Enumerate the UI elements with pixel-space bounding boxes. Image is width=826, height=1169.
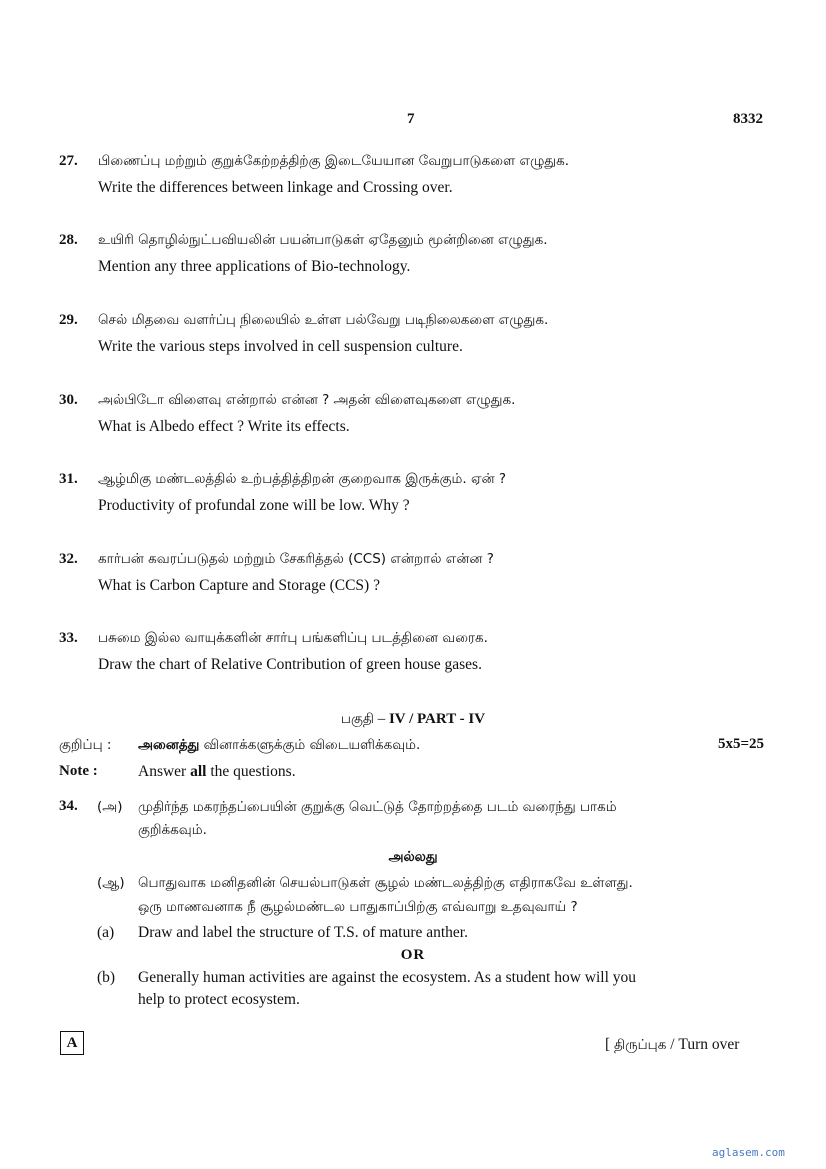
note-tamil-rest: வினாக்களுக்கும் விடையளிக்கவும். <box>199 737 421 753</box>
question-tamil: செல் மிதவை வளர்ப்பு நிலையில் உள்ள பல்வேறு படிநிலைகளை எழுதுக. <box>98 312 549 328</box>
note-english-label: Note : <box>59 763 98 779</box>
note-english-post: the questions. <box>206 763 296 780</box>
question-english: What is Carbon Capture and Storage (CCS) ? <box>98 577 380 594</box>
or-english: OR <box>400 947 426 963</box>
turn-bracket: [ <box>605 1036 615 1053</box>
question-number: 27. <box>59 153 78 169</box>
option-a-english: Draw and label the structure of T.S. of mature anther. <box>138 924 468 941</box>
question-number: 31. <box>59 471 78 487</box>
part-title-separator: – <box>373 711 389 727</box>
page-number: 7 <box>407 111 415 127</box>
question-number: 28. <box>59 232 78 248</box>
part-title <box>0 711 826 729</box>
note-tamil-text <box>138 737 420 755</box>
set-box: A <box>60 1031 84 1055</box>
question-tamil: கார்பன் கவரப்படுதல் மற்றும் சேகரித்தல் (CCS) என்றால் என்ன ? <box>98 551 494 567</box>
question-english: Productivity of profundal zone will be low. Why ? <box>98 497 410 514</box>
part-title-english: IV / PART - IV <box>388 711 486 727</box>
option-a-tamil-line1: முதிர்ந்த மகரந்தப்பையின் குறுக்கு வெட்டுத் தோற்றத்தை படம் வரைந்து பாகம் <box>138 799 617 815</box>
question-english: Write the various steps involved in cell suspension culture. <box>98 338 463 355</box>
question-tamil: அல்பிடோ விளைவு என்றால் என்ன ? அதன் விளைவுகளை எழுதுக. <box>98 392 516 408</box>
question-tamil: பசுமை இல்ல வாயுக்களின் சார்பு பங்களிப்பு படத்தினை வரைக. <box>98 630 488 646</box>
question-english: Write the differences between linkage and Crossing over. <box>98 179 453 196</box>
turn-english: / Turn over <box>666 1036 740 1053</box>
question-tamil: ஆழ்மிகு மண்டலத்தில் உற்பத்தித்திறன் குறைவாக இருக்கும். ஏன் ? <box>98 471 507 487</box>
turn-over <box>605 1036 739 1055</box>
or-tamil: அல்லது <box>388 849 438 865</box>
question-english: What is Albedo effect ? Write its effects. <box>98 418 350 435</box>
option-b-english-line1: Generally human activities are against the ecosystem. As a student how will you <box>138 969 637 986</box>
watermark: aglasem.com <box>712 1146 785 1159</box>
note-english-text <box>138 763 296 781</box>
part-title-tamil: பகுதி <box>340 711 374 727</box>
option-b-marker-tamil: (ஆ) <box>97 875 125 891</box>
note-tamil-bold: அனைத்து <box>138 737 200 753</box>
option-b-marker: (b) <box>97 969 116 986</box>
paper-code: 8332 <box>733 111 763 127</box>
option-b-tamil-line1: பொதுவாக மனிதனின் செயல்பாடுகள் சூழல் மண்டலத்திற்கு எதிராகவே உள்ளது. <box>138 875 633 891</box>
marks: 5x5=25 <box>718 736 765 752</box>
option-b-english-line2: help to protect ecosystem. <box>138 991 300 1008</box>
option-a-tamil-line2: குறிக்கவும். <box>138 822 207 838</box>
question-number: 33. <box>59 630 78 646</box>
question-english: Draw the chart of Relative Contribution of green house gases. <box>98 656 482 673</box>
question-english: Mention any three applications of Bio-technology. <box>98 258 411 275</box>
question-number: 29. <box>59 312 78 328</box>
question-tamil: உயிரி தொழில்நுட்பவியலின் பயன்பாடுகள் ஏதேனும் மூன்றினை எழுதுக. <box>98 232 548 248</box>
note-english-pre: Answer <box>138 763 191 780</box>
question-number: 32. <box>59 551 78 567</box>
note-tamil-label: குறிப்பு : <box>59 737 112 753</box>
turn-tamil: திருப்புக <box>614 1037 667 1053</box>
note-english-bold: all <box>190 763 207 780</box>
option-a-marker: (a) <box>97 924 115 941</box>
question-tamil: பிணைப்பு மற்றும் குறுக்கேற்றத்திற்கு இடையேயான வேறுபாடுகளை எழுதுக. <box>98 153 570 169</box>
question-number: 30. <box>59 392 78 408</box>
question-34-number: 34. <box>59 798 78 814</box>
option-b-tamil-line2: ஒரு மாணவனாக நீ சூழல்மண்டல பாதுகாப்பிற்கு எவ்வாறு உதவுவாய் ? <box>138 899 578 915</box>
option-a-marker-tamil: (அ) <box>97 799 123 815</box>
